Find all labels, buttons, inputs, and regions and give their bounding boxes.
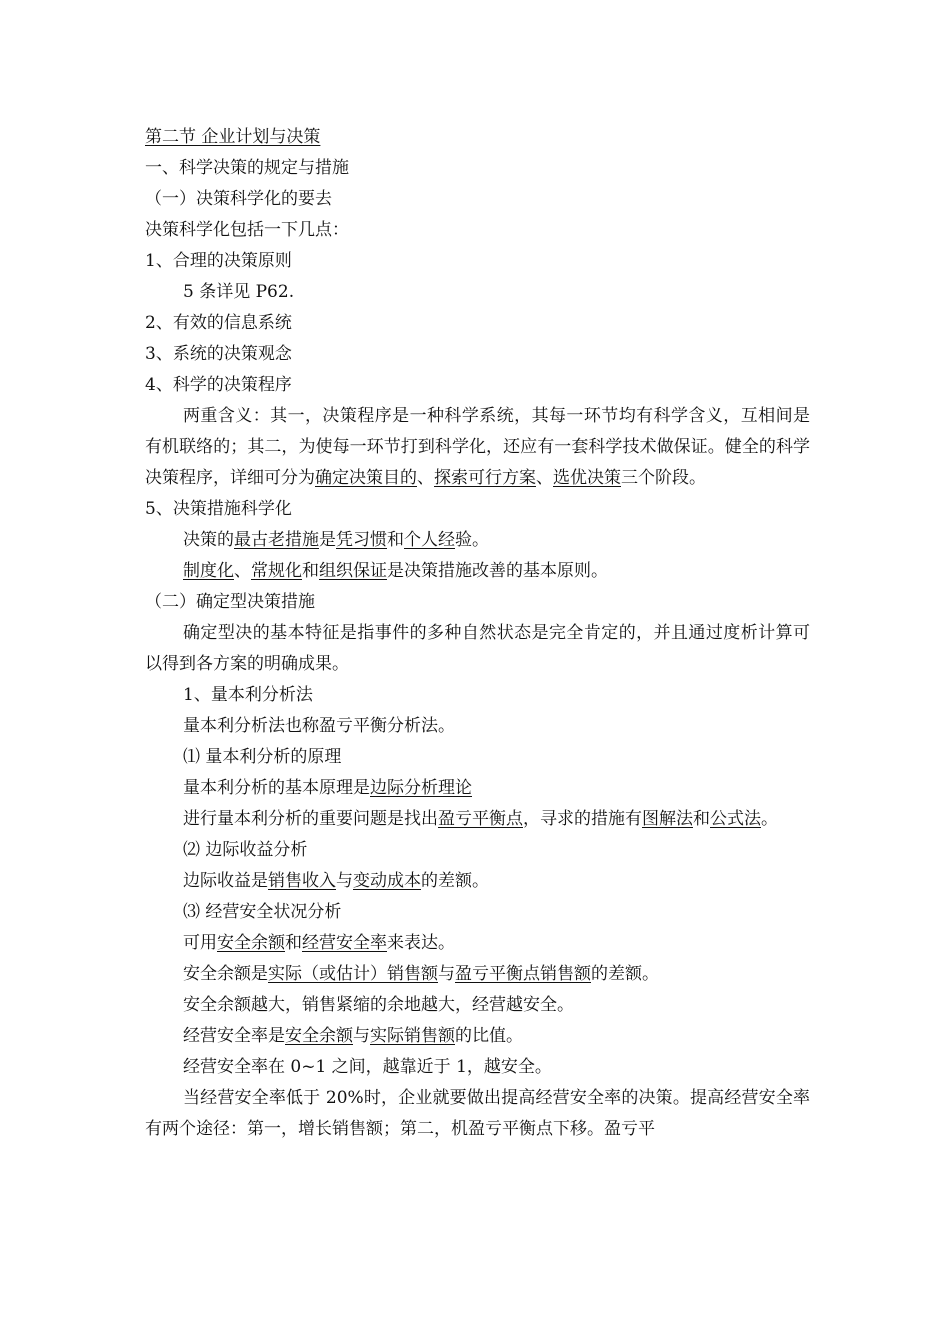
text-line	[145, 897, 810, 928]
underlined-term: 实际（或估计）销售额	[268, 964, 438, 984]
text-run: 确定型决的基本特征是指事件的多种自然状态是完全肯定的，并且通过度析计算可以得到各方案的明确成果。	[145, 623, 810, 674]
underlined-term: 常规化	[251, 561, 302, 581]
text-run: ⑶ 经营安全状况分析	[183, 902, 342, 922]
text-run: 决策的	[183, 530, 234, 550]
paragraph	[145, 618, 810, 680]
text-line	[145, 308, 810, 339]
text-run: 4、科学的决策程序	[145, 375, 292, 395]
text-line	[145, 184, 810, 215]
text-run: 1、合理的决策原则	[145, 251, 292, 271]
text-run: 经营安全率在 0~1 之间，越靠近于 1，越安全。	[183, 1057, 552, 1077]
text-run: 5 条详见 P62.	[183, 282, 295, 302]
text-run: 经营安全率是	[183, 1026, 285, 1046]
underlined-term: 安全余额	[217, 933, 285, 953]
text-line	[145, 277, 810, 308]
text-run: 3、系统的决策观念	[145, 344, 292, 364]
underlined-term: 凭习惯	[336, 530, 387, 550]
underlined-term: 变动成本	[353, 871, 421, 891]
text-run: 和	[693, 809, 710, 829]
text-line	[145, 1021, 810, 1052]
paragraph	[145, 804, 810, 835]
text-run: 的差额。	[591, 964, 659, 984]
text-run: 1、量本利分析法	[183, 685, 313, 705]
text-run: 是	[319, 530, 336, 550]
underlined-term: 个人经	[404, 530, 455, 550]
text-line	[145, 153, 810, 184]
text-line	[145, 525, 810, 556]
underlined-term: 制度化	[183, 561, 234, 581]
underlined-term: 盈亏平衡点	[438, 809, 523, 829]
underlined-term: 探索可行方案	[434, 468, 536, 488]
text-run: 的差额。	[421, 871, 489, 891]
underlined-term: 组织保证	[319, 561, 387, 581]
text-run: 、	[417, 468, 434, 488]
underlined-term: 经营安全率	[302, 933, 387, 953]
text-run: 边际收益是	[183, 871, 268, 891]
text-line	[145, 680, 810, 711]
text-run: 和	[285, 933, 302, 953]
text-run: 验。	[455, 530, 489, 550]
text-line	[145, 773, 810, 804]
text-run: 可用	[183, 933, 217, 953]
section-heading	[145, 122, 810, 153]
text-run: 、	[536, 468, 553, 488]
underlined-term: 最古老措施	[234, 530, 319, 550]
text-run: 的比值。	[455, 1026, 523, 1046]
underlined-term: 图解法	[642, 809, 693, 829]
text-line	[145, 1052, 810, 1083]
text-run: 决策科学化包括一下几点：	[145, 220, 349, 240]
text-run: 进行量本利分析的重要问题是找出	[183, 809, 438, 829]
text-run: 。	[761, 809, 778, 829]
text-run: 安全余额越大，销售紧缩的余地越大，经营越安全。	[183, 995, 574, 1015]
text-run: 与	[438, 964, 455, 984]
text-run: 来表达。	[387, 933, 455, 953]
text-line	[145, 246, 810, 277]
text-run: 与	[353, 1026, 370, 1046]
underlined-term: 选优决策	[553, 468, 621, 488]
text-run: ⑵ 边际收益分析	[183, 840, 308, 860]
underlined-term: 销售收入	[268, 871, 336, 891]
text-run: 当经营安全率低于 20%时，企业就要做出提高经营安全率的决策。提高经营安全率有两个途径：第一，增长销售额；第二，机盈亏平衡点下移。盈亏平	[145, 1088, 810, 1139]
text-line	[145, 866, 810, 897]
text-run: 5、决策措施科学化	[145, 499, 292, 519]
text-line	[145, 339, 810, 370]
text-line	[145, 494, 810, 525]
text-run: 2、有效的信息系统	[145, 313, 292, 333]
text-run: 安全余额是	[183, 964, 268, 984]
text-run: 与	[336, 871, 353, 891]
text-run: 和	[387, 530, 404, 550]
text-run: （二）确定型决策措施	[145, 592, 315, 612]
underlined-term: 公式法	[710, 809, 761, 829]
underlined-term: 安全余额	[285, 1026, 353, 1046]
underlined-term: 实际销售额	[370, 1026, 455, 1046]
text-run: ⑴ 量本利分析的原理	[183, 747, 342, 767]
text-line	[145, 959, 810, 990]
text-line	[145, 711, 810, 742]
text-run: ，寻求的措施有	[523, 809, 642, 829]
text-run: 两重含义：其一，决策程序是一种科学系统，其每一环节均有科学含义，互相间是有机联络的；其二，为使每一环节打到科学化，还应有一套科学技术做保证。健全的科学决策程序，详细可分为	[145, 406, 810, 488]
text-run: 和	[302, 561, 319, 581]
text-line	[145, 990, 810, 1021]
text-line	[145, 587, 810, 618]
text-run: 是决策措施改善的基本原则。	[387, 561, 608, 581]
text-run: （一）决策科学化的要去	[145, 189, 332, 209]
text-run: 量本利分析的基本原理是	[183, 778, 370, 798]
text-run: 、	[234, 561, 251, 581]
text-line	[145, 556, 810, 587]
underlined-term: 第二节 企业计划与决策	[145, 127, 321, 147]
document-page	[145, 122, 810, 1145]
text-line	[145, 835, 810, 866]
underlined-term: 确定决策目的	[315, 468, 417, 488]
text-run: 一、科学决策的规定与措施	[145, 158, 349, 178]
text-line	[145, 370, 810, 401]
text-line	[145, 928, 810, 959]
text-line	[145, 742, 810, 773]
text-run: 量本利分析法也称盈亏平衡分析法。	[183, 716, 455, 736]
paragraph	[145, 401, 810, 494]
text-run: 三个阶段。	[621, 468, 706, 488]
text-line	[145, 215, 810, 246]
underlined-term: 边际分析理论	[370, 778, 472, 798]
paragraph	[145, 1083, 810, 1145]
underlined-term: 盈亏平衡点销售额	[455, 964, 591, 984]
